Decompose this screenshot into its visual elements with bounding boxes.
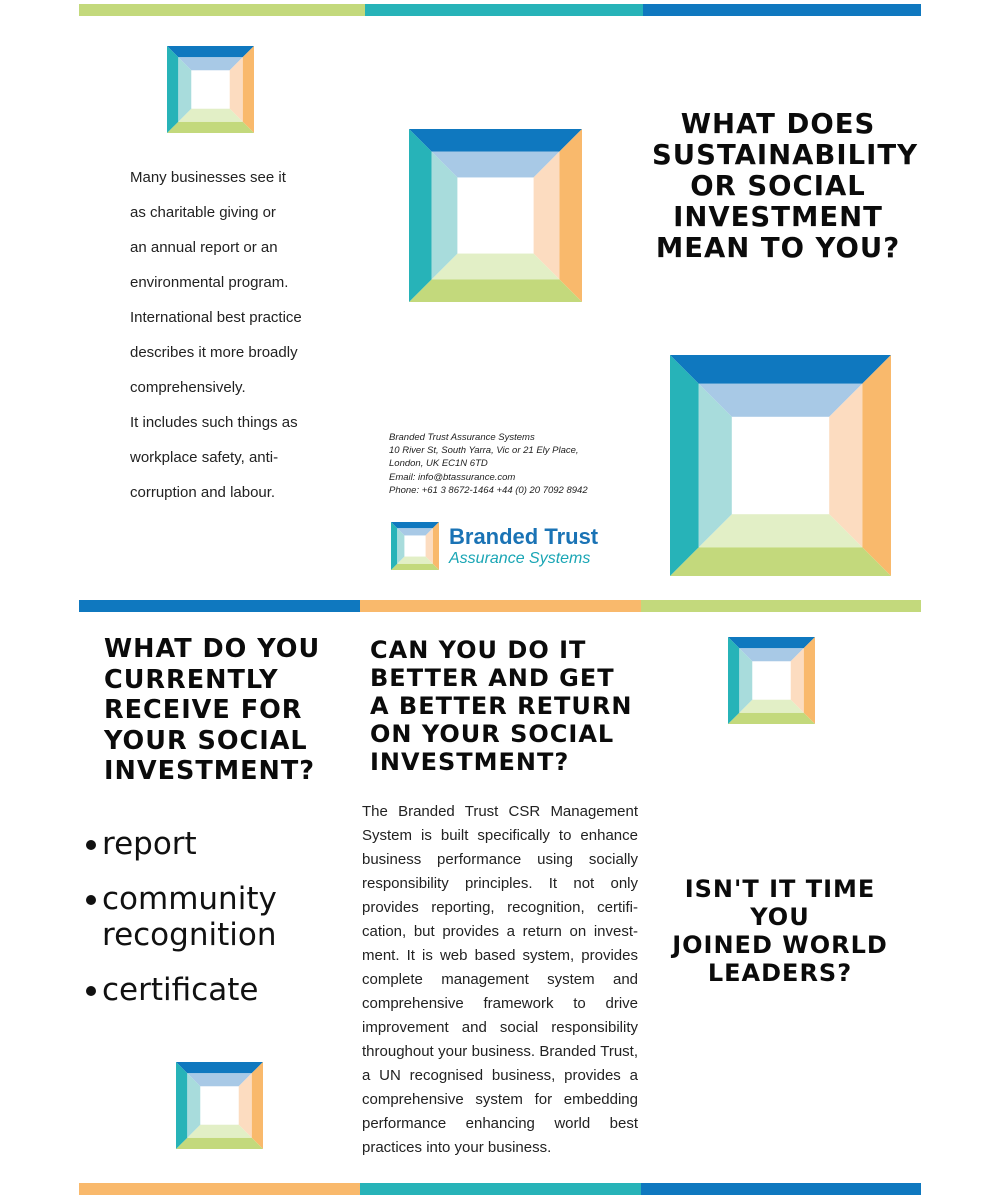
heading-line: YOUR SOCIAL — [104, 725, 308, 756]
brand-subtitle: Assurance Systems — [449, 550, 591, 567]
heading-line: BETTER AND GET — [370, 664, 615, 692]
bullet-dot-icon — [86, 986, 96, 996]
intro-line: describes it more broadly — [130, 344, 298, 361]
heading-line: ON YOUR SOCIAL — [370, 720, 615, 748]
heading-line: ISN'T IT TIME YOU — [684, 875, 876, 931]
frame-logo-medium-top-center — [409, 129, 582, 302]
bullet-dot-icon — [86, 840, 96, 850]
contact-email: Email: info@btassurance.com — [389, 471, 516, 483]
bullet-text: certificate — [102, 972, 259, 1008]
bullet-dot-icon — [86, 895, 96, 905]
intro-line: an annual report or an — [130, 239, 278, 256]
heading-line: LEADERS? — [707, 959, 853, 987]
top-bar-green — [79, 4, 365, 16]
heading-line: SUSTAINABILITY — [652, 139, 918, 171]
bullet-text: community — [102, 881, 277, 917]
heading-line: WHAT DO YOU — [104, 634, 321, 664]
heading-line: INVESTMENT? — [370, 748, 570, 776]
branded-trust-logo — [391, 522, 611, 574]
heading-what-do-you-currently-receive — [104, 634, 344, 787]
contact-address-line: London, UK EC1N 6TD — [389, 458, 488, 470]
bullet-text: report — [102, 826, 197, 862]
bullet-text: recognition — [102, 917, 277, 953]
bullet-item — [84, 972, 344, 1008]
bottom-bar-orange — [79, 1183, 360, 1195]
heading-line: A BETTER RETURN — [370, 692, 633, 720]
frame-logo-large-right — [670, 355, 891, 576]
contact-address-line: 10 River St, South Yarra, Vic or 21 Ely Place, — [389, 445, 579, 457]
brand-name: Branded Trust — [449, 524, 599, 549]
contact-block — [389, 431, 588, 497]
heading-line: INVESTMENT — [673, 201, 883, 233]
heading-line: MEAN TO YOU? — [655, 232, 901, 264]
heading-line: WHAT DOES — [680, 108, 876, 140]
intro-line: International best practice — [130, 309, 302, 326]
middle-bar-orange — [360, 600, 641, 612]
bottom-bar-blue — [641, 1183, 921, 1195]
heading-line: CAN YOU DO IT — [370, 636, 587, 664]
frame-logo-small-bottom-left — [176, 1062, 263, 1149]
intro-line: It includes such things as — [130, 414, 298, 431]
contact-phone: Phone: +61 3 8672-1464 +44 (0) 20 7092 8942 — [389, 484, 588, 496]
middle-bar-green — [641, 600, 921, 612]
bullet-item — [84, 881, 344, 953]
frame-logo-small-bottom-right — [728, 637, 815, 724]
heading-line: INVESTMENT? — [104, 756, 316, 786]
heading-isnt-it-time — [656, 875, 904, 987]
intro-line: comprehensively. — [130, 379, 246, 396]
bottom-bar-teal — [360, 1183, 641, 1195]
intro-line: environmental program. — [130, 274, 289, 291]
benefits-bullet-list — [84, 826, 344, 1027]
intro-line: as charitable giving or — [130, 204, 276, 221]
brand-logo-mark — [391, 522, 439, 570]
heading-line: RECEIVE FOR — [104, 695, 303, 725]
csr-description-paragraph: The Branded Trust CSR Management System is built specifically to enhance business performance using socially responsibility principles. It not only provides reporting, recognition, certifi-cation, but provides a return on invest-ment. It is web based system, provides complete management system and comprehensive framework to drive improvement and social responsibility throughout your business. Branded Trust, a UN recognised business, provides a comprehensive system for embedding performance enhancing world best practices into your business. — [362, 803, 638, 1156]
top-bar-blue — [643, 4, 921, 16]
heading-line: JOINED WORLD — [672, 931, 888, 959]
top-bar-teal — [365, 4, 643, 16]
contact-company: Branded Trust Assurance Systems — [389, 432, 535, 443]
intro-line: workplace safety, anti- — [130, 449, 279, 466]
middle-bar-blue — [79, 600, 360, 612]
heading-can-you-do-it-better — [370, 636, 638, 776]
heading-line: CURRENTLY — [104, 664, 279, 695]
intro-line: Many businesses see it — [130, 169, 286, 186]
intro-paragraph — [130, 160, 350, 510]
frame-logo-small-top-left — [167, 46, 254, 133]
intro-line: corruption and labour. — [130, 484, 276, 501]
heading-what-does-sustainability — [652, 108, 918, 264]
bullet-item — [84, 826, 344, 862]
heading-line: OR SOCIAL — [690, 170, 866, 202]
